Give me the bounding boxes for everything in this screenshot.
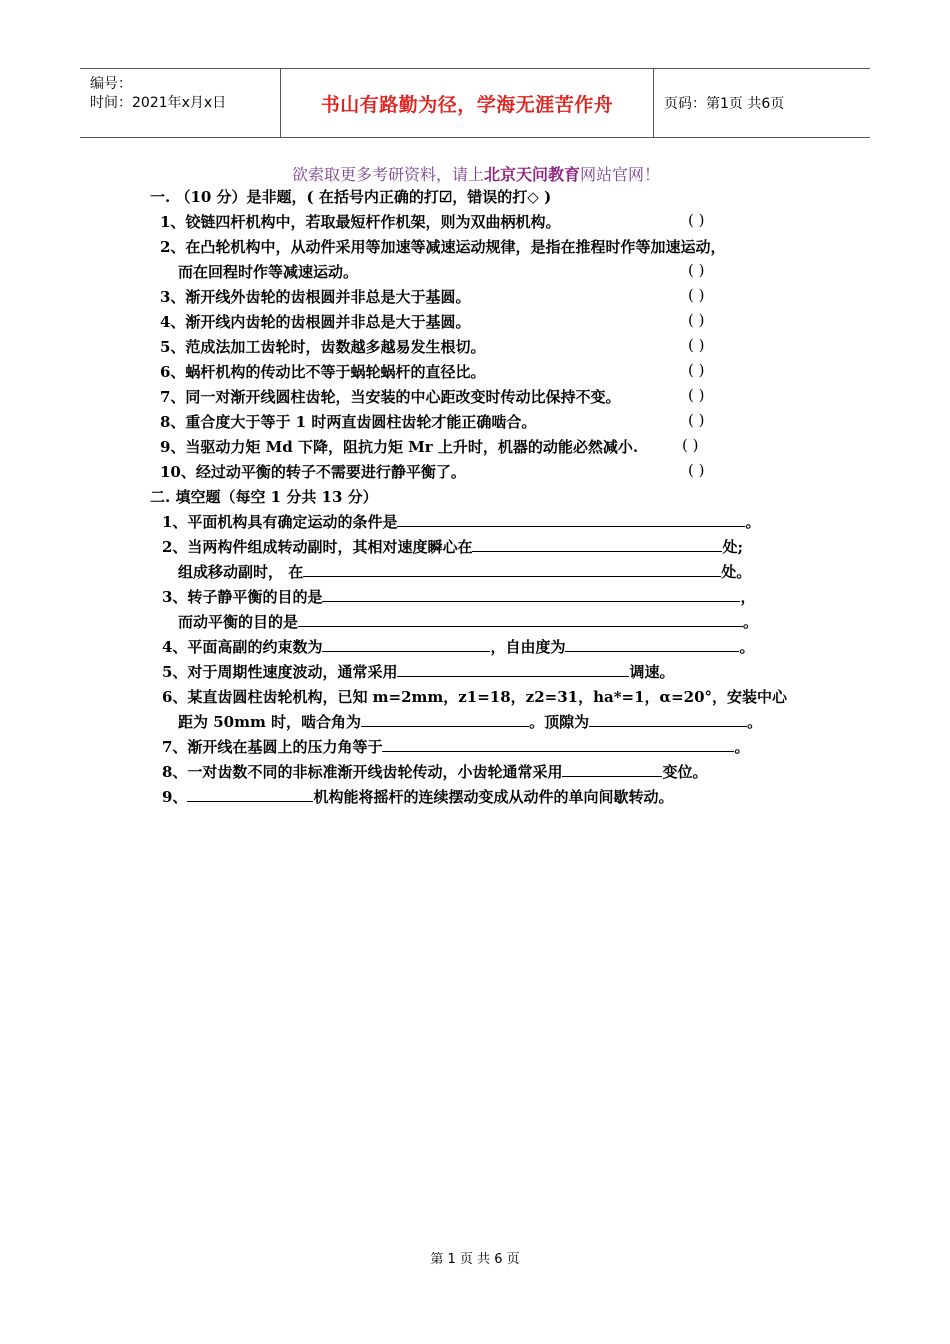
fill-item-8-end: 变位。 bbox=[662, 763, 708, 781]
fill-item-3b-end: 。 bbox=[743, 613, 759, 631]
tf-item-1: 1、铰链四杆机构中，若取最短杆作机架，则为双曲柄机构。 bbox=[160, 213, 561, 231]
fill-item-1-text: 1、平面机构具有确定运动的条件是 bbox=[162, 513, 398, 531]
fill-item-4-end: 。 bbox=[739, 638, 755, 656]
fill-item-6b bbox=[178, 711, 762, 732]
page-info: 页码：第1页 共6页 bbox=[664, 96, 785, 112]
tf-item-6: 6、蜗杆机构的传动比不等于蜗轮蜗杆的直径比。 bbox=[160, 363, 486, 381]
tf-item-4: 4、渐开线内齿轮的齿根圆并非总是大于基圆。 bbox=[160, 313, 471, 331]
fill-blank[interactable] bbox=[565, 637, 739, 652]
answer-paren[interactable]: ( ) bbox=[682, 436, 699, 454]
fill-item-7-end: 。 bbox=[734, 738, 750, 756]
section1-title: 一. （10 分）是非题，( 在括号内正确的打☑，错误的打◇ ) bbox=[150, 188, 552, 206]
fill-item-6a: 6、某直齿圆柱齿轮机构，已知 m=2mm，z1=18，z2=31，ha*=1，α=20°，安装中心 bbox=[162, 688, 788, 706]
fill-item-7 bbox=[162, 736, 749, 757]
fill-item-5-text: 5、对于周期性速度波动，通常采用 bbox=[162, 663, 398, 681]
answer-paren[interactable]: ( ) bbox=[688, 286, 705, 304]
fill-blank[interactable] bbox=[322, 587, 740, 602]
fill-item-3b-text: 而动平衡的目的是 bbox=[178, 613, 299, 631]
fill-blank[interactable] bbox=[397, 512, 745, 527]
fill-item-3a-text: 3、转子静平衡的目的是 bbox=[162, 588, 323, 606]
answer-paren[interactable]: ( ) bbox=[688, 411, 705, 429]
answer-paren[interactable]: ( ) bbox=[688, 461, 705, 479]
tf-item-7: 7、同一对渐开线圆柱齿轮，当安装的中心距改变时传动比保持不变。 bbox=[160, 388, 621, 406]
tf-item-10: 10、经过动平衡的转子不需要进行静平衡了。 bbox=[160, 463, 466, 481]
fill-item-4-mid: ，自由度为 bbox=[490, 638, 566, 656]
fill-blank[interactable] bbox=[298, 612, 743, 627]
number-label: 编号： bbox=[90, 76, 132, 92]
fill-item-9 bbox=[162, 786, 673, 807]
fill-blank[interactable] bbox=[322, 637, 490, 652]
fill-item-1 bbox=[162, 511, 760, 532]
header-motto: 书山有路勤为径，学海无涯苦作舟 bbox=[320, 93, 614, 116]
fill-item-2b bbox=[178, 561, 751, 582]
fill-item-2b-text: 组成移动副时， 在 bbox=[178, 563, 304, 581]
tf-item-2: 2、在凸轮机构中，从动件采用等加速等减速运动规律，是指在推程时作等加速运动， bbox=[160, 238, 726, 256]
fill-item-7-text: 7、渐开线在基圆上的压力角等于 bbox=[162, 738, 383, 756]
answer-paren[interactable]: ( ) bbox=[688, 361, 705, 379]
fill-blank[interactable] bbox=[303, 562, 721, 577]
time-label: 时间：2021年x月x日 bbox=[90, 95, 227, 111]
fill-blank[interactable] bbox=[562, 762, 662, 777]
tf-item-5: 5、范成法加工齿轮时，齿数越多越易发生根切。 bbox=[160, 338, 486, 356]
fill-item-2a-end: 处; bbox=[722, 538, 743, 556]
fill-item-3a bbox=[162, 586, 755, 607]
answer-paren[interactable]: ( ) bbox=[688, 261, 705, 279]
fill-blank[interactable] bbox=[361, 712, 529, 727]
fill-item-6b-end: 。 bbox=[747, 713, 763, 731]
answer-paren[interactable]: ( ) bbox=[688, 336, 705, 354]
promo-line bbox=[292, 162, 660, 185]
tf-item-8: 8、重合度大于等于 1 时两直齿圆柱齿轮才能正确啮合。 bbox=[160, 413, 537, 431]
section2-title: 二. 填空题（每空 1 分共 13 分） bbox=[150, 488, 378, 506]
promo-prefix: 欲索取更多考研资料，请上 bbox=[292, 165, 485, 184]
promo-brand[interactable]: 北京天问教育 bbox=[484, 165, 581, 184]
fill-blank[interactable] bbox=[187, 787, 313, 802]
fill-item-2a bbox=[162, 536, 743, 557]
fill-blank[interactable] bbox=[397, 662, 629, 677]
page-header bbox=[80, 68, 870, 138]
fill-item-1-end: 。 bbox=[745, 513, 761, 531]
fill-item-5 bbox=[162, 661, 674, 682]
tf-item-2-cont: 而在回程时作等减速运动。 bbox=[178, 263, 359, 281]
fill-item-9-text: 9、 bbox=[162, 788, 188, 806]
answer-paren[interactable]: ( ) bbox=[688, 386, 705, 404]
fill-item-5-end: 调速。 bbox=[629, 663, 675, 681]
tf-item-9: 9、当驱动力矩 Md 下降，阻抗力矩 Mr 上升时，机器的动能必然减小. bbox=[160, 438, 639, 456]
fill-item-2a-text: 2、当两构件组成转动副时，其相对速度瞬心在 bbox=[162, 538, 473, 556]
fill-item-8-text: 8、一对齿数不同的非标准渐开线齿轮传动，小齿轮通常采用 bbox=[162, 763, 563, 781]
fill-item-6b-mid: 。顶隙为 bbox=[529, 713, 590, 731]
fill-item-2b-end: 处。 bbox=[721, 563, 752, 581]
tf-item-3: 3、渐开线外齿轮的齿根圆并非总是大于基圆。 bbox=[160, 288, 471, 306]
fill-item-4-text: 4、平面高副的约束数为 bbox=[162, 638, 323, 656]
fill-item-3b bbox=[178, 611, 758, 632]
promo-suffix: 网站官网！ bbox=[580, 165, 661, 184]
header-meta bbox=[80, 69, 280, 137]
fill-blank[interactable] bbox=[382, 737, 734, 752]
fill-item-8 bbox=[162, 761, 707, 782]
answer-paren[interactable]: ( ) bbox=[688, 211, 705, 229]
answer-paren[interactable]: ( ) bbox=[688, 311, 705, 329]
fill-item-4 bbox=[162, 636, 754, 657]
fill-item-3a-end: ， bbox=[740, 588, 756, 606]
fill-blank[interactable] bbox=[589, 712, 747, 727]
page-footer: 第 1 页 共 6 页 bbox=[430, 1252, 520, 1267]
fill-blank[interactable] bbox=[472, 537, 722, 552]
fill-item-6b-text: 距为 50mm 时，啮合角为 bbox=[178, 713, 362, 731]
fill-item-9-end: 机构能将摇杆的连续摆动变成从动件的单向间歇转动。 bbox=[313, 788, 674, 806]
